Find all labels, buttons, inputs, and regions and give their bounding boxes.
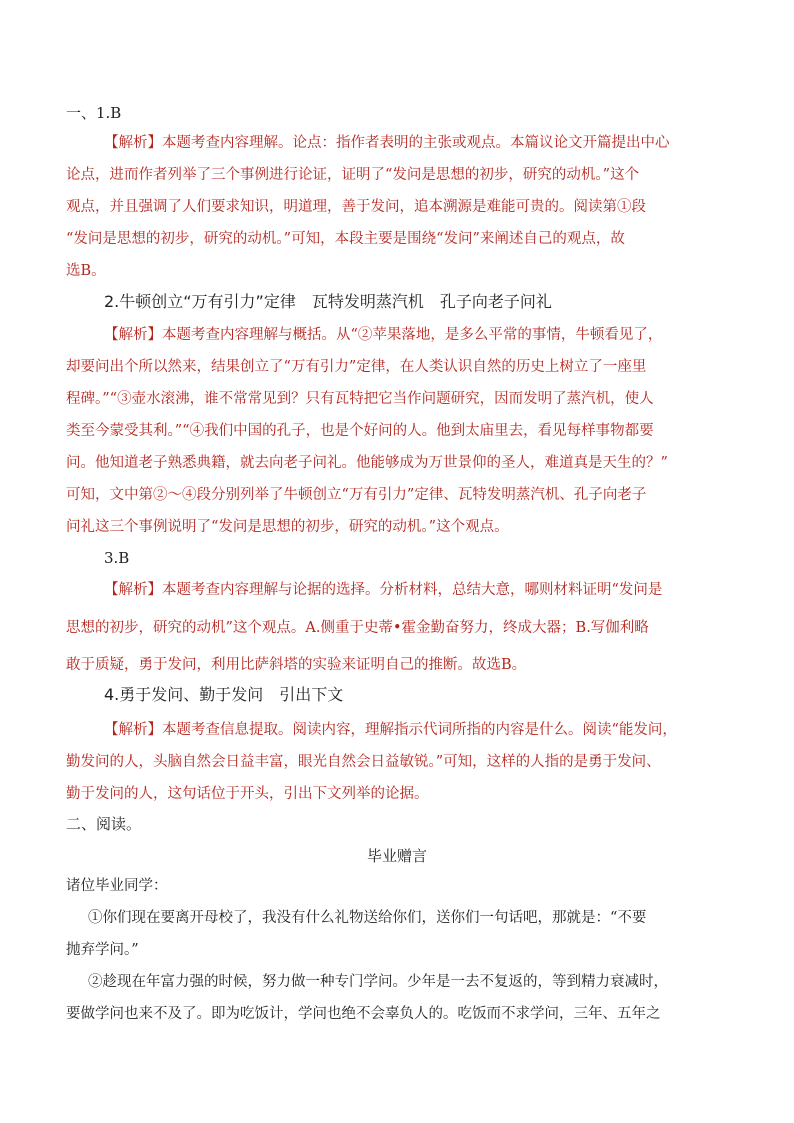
article-p1-line-1: ①你们现在要离开母校了，我没有什么礼物送给你们，送你们一句话吧，那就是：“不要 [88, 910, 647, 926]
q2-line-2: 却要问出个所以然来，结果创立了“万有引力”定律，在人类认识自然的历史上树立了一座里 [66, 359, 647, 375]
q1-heading: 一、1.B [66, 104, 122, 122]
q3-line-3: 敢于质疑，勇于发问，利用比萨斜塔的实验来证明自己的推断。故选B。 [66, 657, 527, 673]
q3-line-2: 思想的初步，研究的动机”这个观点。A.侧重于史蒂•霍金勤奋努力，终成大器；B.写伽利略 [66, 620, 649, 636]
q4-line-1: 【解析】本题考查信息提取。阅读内容，理解指示代词所指的内容是什么。阅读“能发问， [104, 722, 677, 738]
q1-line-1: 【解析】本题考查内容理解。论点：指作者表明的主张或观点。本篇议论文开篇提出中心 [104, 135, 670, 151]
article-greeting: 诸位毕业同学： [66, 878, 168, 894]
q4-line-3: 勤于发问的人，这句话位于开头，引出下文列举的论据。 [66, 786, 429, 802]
q2-answer: 2.牛顿创立“万有引力”定律 瓦特发明蒸汽机 孔子向老子问礼 [104, 292, 552, 311]
q2-line-1: 【解析】本题考查内容理解与概括。从“②苹果落地，是多么平常的事情，牛顿看见了， [104, 327, 663, 343]
article-p2-line-1: ②趁现在年富力强的时候，努力做一种专门学问。少年是一去不复返的，等到精力衰减时， [88, 974, 668, 990]
q1-line-3: 观点，并且强调了人们要求知识，明道理，善于发问，追本溯源是难能可贵的。阅读第①段 [66, 199, 646, 215]
q3-line-1: 【解析】本题考查内容理解与论据的选择。分析材料，总结大意，哪则材料证明“发问是 [104, 582, 663, 598]
q2-line-3: 程碑。”“③壶水滚沸，谁不常常见到？只有瓦特把它当作问题研究，因而发明了蒸汽机，使人 [66, 391, 654, 407]
q4-line-2: 勤发问的人，头脑自然会日益丰富，眼光自然会日益敏锐。”可知，这样的人指的是勇于发问、 [66, 754, 661, 770]
q2-line-5: 问。他知道老子熟悉典籍，就去向老子问礼。他能够成为万世景仰的圣人，难道真是天生的？” [66, 455, 668, 471]
q3-answer: 3.B [104, 549, 130, 567]
q1-line-2: 论点，进而作者列举了三个事例进行论证，证明了“发问是思想的初步，研究的动机。”这个 [66, 167, 640, 183]
article-p2-line-2: 要做学问也来不及了。即为吃饭计，学问也绝不会辜负人的。吃饭而不求学问，三年、五年之 [66, 1006, 661, 1022]
q1-line-5: 选B。 [66, 263, 106, 279]
q2-line-7: 问礼这三个事例说明了“发问是思想的初步，研究的动机。”这个观点。 [66, 519, 509, 535]
section-2-heading: 二、阅读。 [66, 815, 142, 833]
article-p1-line-2: 抛弃学问。” [66, 942, 139, 958]
q4-answer: 4.勇于发问、勤于发问 引出下文 [104, 685, 344, 704]
q2-line-6: 可知，文中第②～④段分别列举了牛顿创立“万有引力”定律、瓦特发明蒸汽机、孔子向老子 [66, 487, 647, 503]
article-title: 毕业赠言 [366, 847, 427, 865]
q1-line-4: “发问是思想的初步，研究的动机。”可知，本段主要是围绕“发问”来阐述自己的观点，故 [66, 231, 625, 247]
q2-line-4: 类至今蒙受其利。”“④我们中国的孔子，也是个好问的人。他到太庙里去，看见每样事物都要 [66, 423, 654, 439]
